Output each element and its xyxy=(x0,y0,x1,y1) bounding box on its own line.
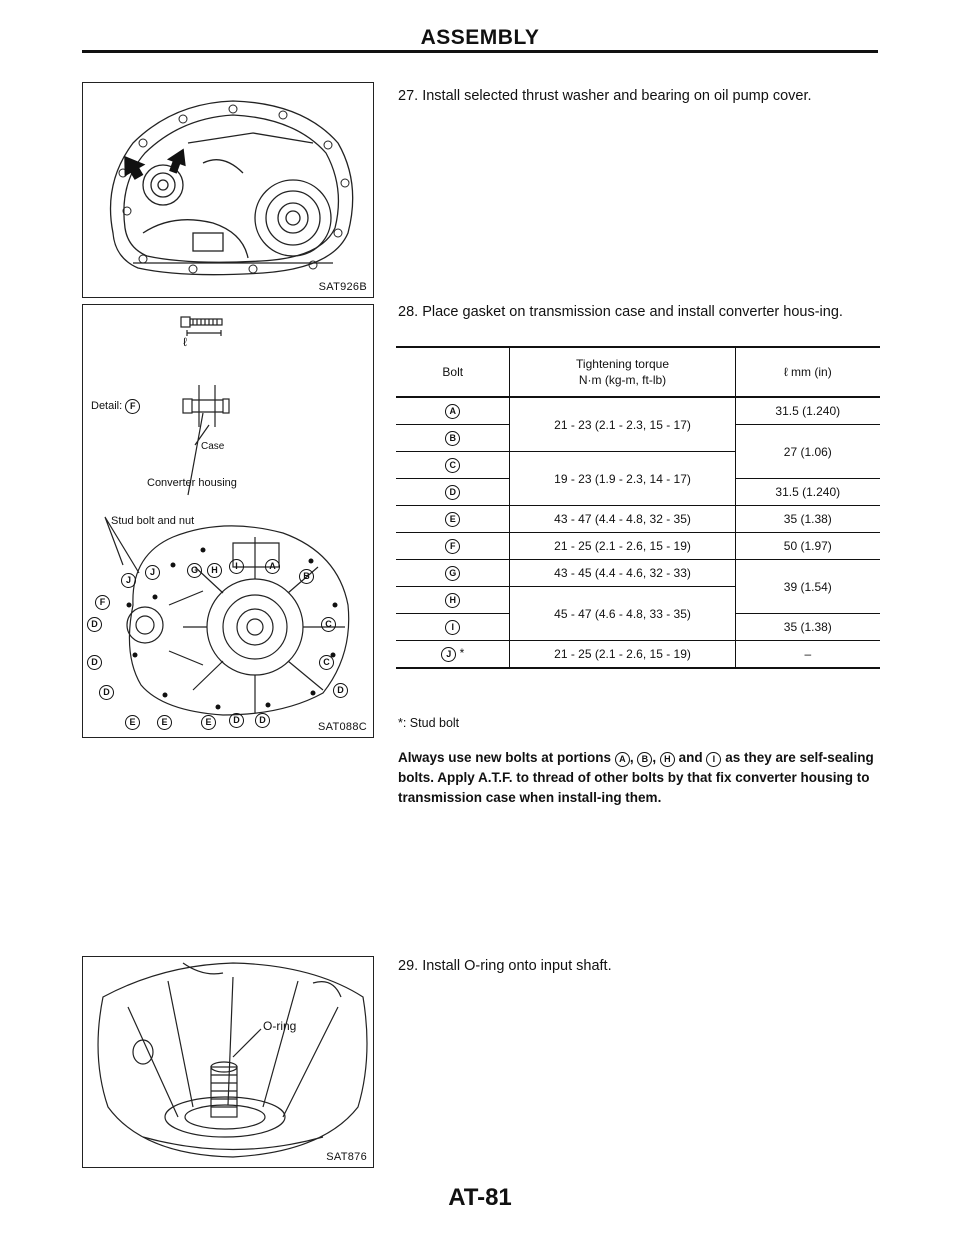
marker-b: B xyxy=(299,569,314,584)
length-cell: 39 (1.54) xyxy=(735,560,880,614)
table-row xyxy=(396,425,510,452)
marker-c: C xyxy=(319,655,334,670)
warning-note: Always use new bolts at portions A , B , H and I as they are self-sealing bolts. Apply A.T.F. to thread of other bolts by that fix converter housing to transmission case when install-ing them. xyxy=(398,750,874,805)
marker-g: G xyxy=(187,563,202,578)
torque-cell: 21 - 23 (2.1 - 2.3, 15 - 17) xyxy=(510,397,735,452)
oil-pump-cover-illustration xyxy=(83,83,373,297)
step-29 xyxy=(398,956,880,976)
marker-h: H xyxy=(207,563,222,578)
bolt-marker-j: J xyxy=(441,647,456,662)
marker-e: E xyxy=(201,715,216,730)
length-cell: 31.5 (1.240) xyxy=(735,397,880,425)
table-row xyxy=(396,560,510,587)
bolt-marker-c: C xyxy=(445,458,460,473)
bolt-marker-b: B xyxy=(637,752,652,767)
figure-code: SAT926B xyxy=(318,281,367,293)
step-number: 28. xyxy=(398,304,419,320)
col-header-length: ℓ mm (in) xyxy=(735,347,880,397)
marker-d: D xyxy=(229,713,244,728)
marker-d: D xyxy=(255,713,270,728)
torque-cell: 19 - 23 (1.9 - 2.3, 14 - 17) xyxy=(510,452,735,506)
marker-d: D xyxy=(87,617,102,632)
table-row xyxy=(396,614,510,641)
figure-code: SAT876 xyxy=(326,1151,367,1163)
torque-cell: 43 - 47 (4.4 - 4.8, 32 - 35) xyxy=(510,506,735,533)
step-27 xyxy=(398,86,880,106)
torque-cell: 21 - 25 (2.1 - 2.6, 15 - 19) xyxy=(510,533,735,560)
detail-text: Detail: xyxy=(91,400,123,412)
detail-label xyxy=(91,399,140,414)
step-number: 29. xyxy=(398,958,419,974)
marker-f: F xyxy=(95,595,110,610)
input-shaft-illustration xyxy=(83,957,373,1167)
bolt-marker-f: F xyxy=(445,539,460,554)
detail-marker-f: F xyxy=(125,399,140,414)
length-cell: 50 (1.97) xyxy=(735,533,880,560)
ell-symbol: ℓ xyxy=(183,335,187,349)
bolt-marker-i: I xyxy=(445,620,460,635)
step-text: Install selected thrust washer and bearing on oil pump cover. xyxy=(422,88,812,104)
stud-bolt-label: Stud bolt and nut xyxy=(111,515,195,527)
table-row xyxy=(396,587,510,614)
converter-housing-label: Converter housing xyxy=(147,477,237,489)
table-row xyxy=(396,397,510,425)
torque-cell: 21 - 25 (2.1 - 2.6, 15 - 19) xyxy=(510,641,735,669)
step-number: 27. xyxy=(398,88,419,104)
length-cell: – xyxy=(735,641,880,669)
table-row xyxy=(396,533,510,560)
marker-a: A xyxy=(265,559,280,574)
col-header-bolt: Bolt xyxy=(396,347,510,397)
bolt-marker-a: A xyxy=(615,752,630,767)
torque-cell: 45 - 47 (4.6 - 4.8, 33 - 35) xyxy=(510,587,735,641)
figure-converter-housing xyxy=(82,304,374,738)
torque-cell: 43 - 45 (4.4 - 4.6, 32 - 33) xyxy=(510,560,735,587)
step-text: Place gasket on transmission case and install converter hous-ing. xyxy=(422,304,843,320)
marker-i: I xyxy=(229,559,244,574)
marker-e: E xyxy=(157,715,172,730)
bolt-marker-h: H xyxy=(445,593,460,608)
marker-j: J xyxy=(121,573,136,588)
marker-d: D xyxy=(87,655,102,670)
table-footnote: *: Stud bolt xyxy=(398,716,460,730)
figure-input-shaft xyxy=(82,956,374,1168)
bolt-marker-b: B xyxy=(445,431,460,446)
marker-j: J xyxy=(145,565,160,580)
col-header-torque: Tightening torque N·m (kg-m, ft-lb) xyxy=(510,347,735,397)
figure-oil-pump-cover xyxy=(82,82,374,298)
marker-e: E xyxy=(125,715,140,730)
figure-code: SAT088C xyxy=(318,721,367,733)
table-row xyxy=(396,506,510,533)
length-cell: 31.5 (1.240) xyxy=(735,479,880,506)
step-28 xyxy=(398,302,880,322)
length-cell: 35 (1.38) xyxy=(735,506,880,533)
length-cell: 27 (1.06) xyxy=(735,425,880,479)
page-title: ASSEMBLY xyxy=(420,26,540,49)
torque-table xyxy=(396,346,880,669)
step-text: Install O-ring onto input shaft. xyxy=(422,958,612,974)
marker-d: D xyxy=(333,683,348,698)
bolt-marker-d: D xyxy=(445,485,460,500)
table-row xyxy=(396,479,510,506)
length-cell: 35 (1.38) xyxy=(735,614,880,641)
bolt-marker-a: A xyxy=(445,404,460,419)
table-row xyxy=(396,641,510,669)
bolt-marker-g: G xyxy=(445,566,460,581)
page-number: AT-81 xyxy=(448,1184,512,1211)
table-row xyxy=(396,452,510,479)
marker-d: D xyxy=(99,685,114,700)
marker-c: C xyxy=(321,617,336,632)
header-rule xyxy=(82,50,878,53)
oring-label: O-ring xyxy=(263,1019,297,1033)
case-label: Case xyxy=(201,441,225,452)
stud-asterisk: * xyxy=(459,646,465,660)
bolt-marker-h: H xyxy=(660,752,675,767)
bolt-marker-e: E xyxy=(445,512,460,527)
bolt-marker-i: I xyxy=(706,752,721,767)
